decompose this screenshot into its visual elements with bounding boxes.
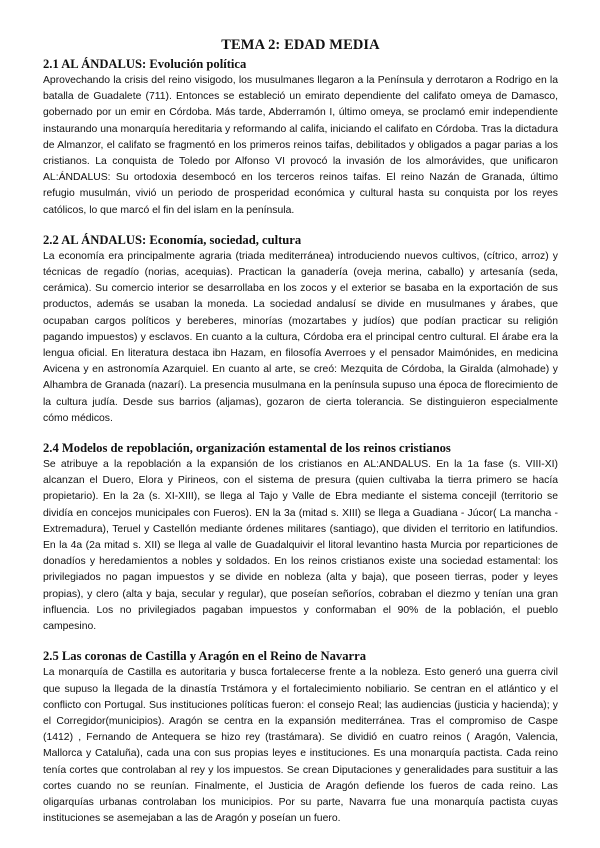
section-heading: 2.1 AL ÁNDALUS: Evolución política bbox=[43, 57, 247, 71]
section-body: Se atribuye a la repoblación a la expansión de los cristianos en AL:ANDALUS. En la 1a fase (s. VIII-XI) alcanzan el Duero, Elora y Pirineos, con el sistema de presura (quien cultivaba la tierra primero se hacía propietario). En la 2a (s. XI-XIII), se llega al Tajo y Valle de Ebra mediante el sistema concejil (territorio se dividía en concejos municipales con Fueros). EN la 3a (mitad s. XIII) se llega a Guadiana - Júcor( La mancha - Extremadura), Teruel y Castellón mediante órdenes militares (santiago), que dividen el territorio en latifundios. En la 4a (2a mitad s. XII) se llega al valle de Guadalquivir el litoral levantino hasta Murcia por reparticiones de donadíos y heredamientos a nobles y soldados. En los reinos cristianos existe una sociedad estamental: los privilegiados no pagan impuestos y se divide en nobleza (alta y baja), que poseen tierras, poder y leyes propias), y clero (alta y baja, secular y regular), que poseían señoríos, cobraban el diezmo y tenían una gran influencia. Los no privilegiados pagaban impuestos y conformaban el 90% de la población, el pueblo campesino. bbox=[43, 459, 558, 633]
section-heading: 2.5 Las coronas de Castilla y Aragón en el Reino de Navarra bbox=[43, 649, 366, 664]
section-body: La monarquía de Castilla es autoritaria y busca fortalecerse frente a la nobleza. Esto generó una guerra civil que supuso la llegada de la dinastía Trstámora y el fortalecimiento nobiliario. Se centran en el atlántico y el conflicto con Portugal. Sus instituciones políticas fueron: el consejo Real; las audiencias (justicia y hacienda); y el Corregidor(municipios). Aragón se centra en la expansión mediterránea. Tras el compromiso de Caspe (1412) , Fernando de Antequera se hizo rey (trastámara). Se dividió en cuatro reinos ( Aragón, Valencia, Mallorca y Cataluña), cada una con sus propias leyes e instituciones. Es una monarquía pactista. Cada reino tenía cortes que controlaban al rey y los impuestos. Se crean Diputaciones y generalidades para sustituir a las cortes cuando no se reunían. Finalmente, el Justicia de Aragón defiende los fueros de cada reino. Las oligarquías urbanas controlaban los municipios. Por su parte, Navarra fue una monarquía pactista cuyas instituciones se asemejaban a las de Aragón y poseían un fuero. bbox=[43, 667, 558, 825]
section-body: La economía era principalmente agraria (triada mediterránea) introduciendo nuevos cultivos, (cítrico, arroz) y técnicas de regadío (norias, acequias). Practican la ganadería (oveja merina, caballo) y artesanía (seda, cerámica). Su comercio interior se desarrollaba en los zocos y el exterior se basaba en la exportación de sus productos, además se usaban la moneda. La sociedad andalusí se divide en musulmanes y árabes, que ocupaban cargos políticos y bereberes, minorías (mozartabes y judíos) que podían practicar su religión pagando impuestos) y esclavos. En cuanto a la cultura, Córdoba era el principal centro cultural. El árabe era la lengua oficial. En literatura destaca ibn Hazam, en filosofía Averroes y el pensador Maimónides, en medicina Avicena y en astronomía Azarquiel. En cuanto al arte, se creó: Mezquita de Córdoba, la Giralda (almohade) y Alhambra de Granada (nazarí). La presencia musulmana en la península supuso una época de florecimiento de la cultura judía. Desde sus barrios (aljamas), gozaron de cierta tolerancia. Se distinguieron especialmente cómo médicos. bbox=[43, 250, 558, 424]
section-economia-sociedad-cultura bbox=[43, 233, 558, 427]
section-coronas-castilla-aragon bbox=[43, 649, 558, 827]
section-modelos-repoblacion bbox=[43, 441, 558, 635]
section-heading: 2.4 Modelos de repoblación, organización estamental de los reinos cristianos bbox=[43, 441, 451, 456]
section-evolucion-politica bbox=[43, 57, 558, 219]
section-heading: 2.2 AL ÁNDALUS: Economía, sociedad, cultura bbox=[43, 232, 302, 247]
page-title: TEMA 2: EDAD MEDIA bbox=[221, 37, 380, 53]
section-body: Aprovechando la crisis del reino visigodo, los musulmanes llegaron a la Península y derrotaron a Rodrigo en la batalla de Guadalete (711). Entonces se estableció un emirato dependiente del califato omeya de Damasco, gobernado por un emir en Córdoba. Más tarde, Abderramón I, último omeya, se proclamó emir independiente instaurando una monarquía hereditaria y reformando al califa, iniciando el califato en Córdoba. Tras la dictadura de Almanzor, el califato se fragmentó en los primeros reinos taifas, debilitados y obligados a pagar parias a los cristianos. La conquista de Toledo por Alfonso VI provocó la invasión de los almorávides, que unificaron AL:ÁNDALUS: Su ortodoxia desembocó en los terceros reinos taifas. El reino Nazán de Granada, último refugio musulmán, vivió un periodo de prosperidad económica y cultural hasta su conquista por los reyes católicos, lo que marcó el fin del islam en la península. bbox=[43, 75, 558, 216]
